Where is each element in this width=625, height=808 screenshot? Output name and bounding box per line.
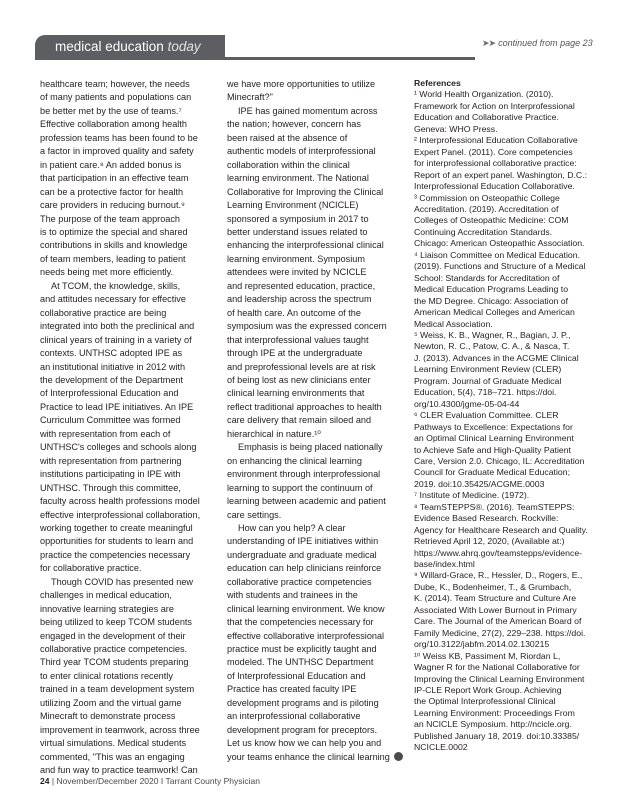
reference-line: the Optimal Interprofessional Clinical (414, 696, 556, 707)
text-line: an interprofessional collaborative (227, 711, 361, 722)
text-line: and preprofessional levels are at risk (227, 361, 376, 372)
reference-line: ⁴ Liaison Committee on Medical Education. (414, 249, 580, 260)
text-line: education can help clinicians reinforce (227, 563, 382, 574)
text-line: collaborative practice are being (40, 307, 167, 318)
text-line: The purpose of the team approach (40, 213, 181, 224)
continued-text: continued from page 23 (498, 38, 593, 48)
text-line: Curriculum Committee was formed (40, 415, 181, 426)
reference-line: Associated With Lower Burnout in Primary (414, 604, 577, 615)
text-line: the nation; however, concern has (227, 119, 361, 130)
banner-rule (35, 57, 475, 60)
reference-line: J. (2013). Advances in the ACGME Clinical (414, 352, 579, 363)
text-line: UNTHSC's colleges and schools along (40, 442, 197, 453)
reference-line: to Achieve Safe and High-Quality Patient (414, 444, 571, 455)
text-line: attendees were invited by NCICLE (227, 267, 367, 278)
section-title-magazine: medical education (55, 39, 164, 54)
text-line: enhancing the interprofessional clinical (227, 240, 384, 251)
reference-line: Chicago: American Osteopathic Association. (414, 238, 585, 249)
text-line: can be a protective factor for health (40, 186, 184, 197)
text-line: of team members, leading to patient (40, 253, 186, 264)
text-line: healthcare team; however, the needs (40, 79, 190, 89)
reference-line: Medical Association. (414, 318, 493, 329)
text-line: with representation from partnering (40, 455, 182, 466)
reference-line: Medical Education Programs Leading to (414, 284, 569, 295)
text-line: integrated into both the preclinical and (40, 321, 195, 332)
reference-line: Newton, R. C., Patow, C. A., & Nasca, T. (414, 341, 570, 352)
text-line: to enter clinical rotations recently (40, 670, 173, 681)
text-line: clinical learning environments that (227, 388, 365, 399)
text-line: that participation in an effective team (40, 173, 189, 184)
column-1 (40, 78, 222, 778)
reference-line: an NCICLE Symposium. http://ncicle.org. (414, 719, 572, 730)
reference-line: ¹ World Health Organization. (2010). (414, 89, 554, 100)
reference-line: Framework for Action on Interprofessional (414, 100, 575, 111)
text-line: engaged in the development of their (40, 630, 186, 641)
publication-name: Tarrant County Physician (165, 776, 260, 786)
text-line: learning to support the continuum of (227, 482, 373, 493)
text-line: through IPE at the undergraduate (227, 348, 363, 359)
double-arrow-icon: ➤➤ (482, 38, 496, 48)
reference-line: for interprofessional collaborative practice: (414, 158, 577, 169)
text-line: trained in a team development system (40, 684, 195, 695)
reference-line: Pathways to Excellence: Expectations for (414, 421, 573, 432)
reference-line: (2019). Functions and Structure of a Medical (414, 261, 586, 272)
reference-line: Continuing Accreditation Standards. (414, 226, 553, 237)
references-column (414, 78, 600, 754)
text-line: Let us know how we can help you and (227, 738, 382, 749)
reference-line: Geneva: WHO Press. (414, 123, 498, 134)
section-title (55, 37, 201, 56)
text-line: Emphasis is being placed nationally (238, 442, 383, 453)
text-line: effective collaborative interprofessional (227, 630, 385, 641)
text-line: needs being met more efficiently. (40, 267, 174, 278)
text-line: that interprofessional values taught (227, 334, 369, 345)
text-line: care delivery that remain siloed and (227, 415, 372, 426)
text-line: undergraduate and graduate medical (227, 549, 377, 560)
text-line: virtual simulations. Medical students (40, 738, 187, 749)
text-line: of Interprofessional Education and (227, 670, 366, 681)
reference-line: Education, 5(4), 718–721. https://doi. (414, 387, 557, 398)
text-line (227, 751, 414, 764)
text-line: Practice to lead IPE initiatives. An IPE (40, 401, 194, 412)
text-line: sponsored a symposium in 2017 to (227, 213, 369, 224)
text-line: innovative learning strategies are (40, 603, 174, 614)
text-line: with students and trainees in the (227, 590, 358, 601)
reference-line: Improving the Clinical Learning Environment (414, 673, 585, 684)
text-line: Learning Environment (NCICLE) (227, 200, 359, 211)
reference-line: base/index.html (414, 559, 475, 570)
text-line: improvement in teamwork, across three (40, 724, 200, 735)
text-line: we have more opportunities to utilize (227, 79, 376, 89)
column-2 (227, 78, 414, 764)
text-line: in patient care.⁸ An added bonus is (40, 159, 182, 170)
reference-line: ⁶ CLER Evaluation Committee. CLER (414, 410, 559, 421)
text-line: profession teams has been found to be (40, 132, 198, 143)
text-line: Minecraft?" (227, 92, 273, 103)
continued-note (482, 38, 593, 49)
reference-line: the MD Degree. Chicago: Association of (414, 295, 569, 306)
reference-line: Education and Collaborative Practice. (414, 112, 559, 123)
text-line: commented, "This was an engaging (40, 751, 185, 762)
text-line: effective interprofessional collaboration, (40, 509, 201, 520)
text-line: reflect traditional approaches to health (227, 401, 382, 412)
text-line: development programs and is piloting (227, 697, 379, 708)
reference-line: Program. Journal of Graduate Medical (414, 375, 562, 386)
reference-line: Learning Environment Review (CLER) (414, 364, 562, 375)
page-footer (40, 775, 260, 787)
text-line: learning environment. Symposium (227, 253, 365, 264)
text-line: challenges in medical education, (40, 590, 172, 601)
reference-line: American Medical Colleges and American (414, 307, 575, 318)
section-title-today: today (167, 39, 201, 54)
footer-separator: | (51, 776, 55, 786)
text-line: practice must be explicitly taught and (227, 644, 377, 655)
text-line: hierarchical in nature.¹⁰ (227, 428, 321, 439)
text-line: of being lost as new clinicians enter (227, 374, 371, 385)
text-line: IPE has gained momentum across (238, 105, 378, 116)
text-line: be better met by the use of teams.⁷ (40, 105, 182, 116)
reference-line: Report of an expert panel. Washington, D.C.: (414, 169, 588, 180)
text-line: being utilized to keep TCOM students (40, 617, 192, 628)
reference-line: ² Interprofessional Education Collaborative (414, 135, 578, 146)
text-line: faculty across health professions model (40, 496, 200, 507)
reference-line: https://www.ahrq.gov/teamstepps/evidence- (414, 547, 583, 558)
reference-line: ¹⁰ Weiss KB, Passiment M, Riordan L, (414, 650, 561, 661)
text-line: utilizing Zoom and the virtual game (40, 697, 182, 708)
text-line: development program for preceptors. (227, 724, 378, 735)
text-line: an institutional initiative in 2012 with (40, 361, 186, 372)
text-line-end: your teams enhance the clinical learning (227, 751, 390, 762)
text-line: clinical learning environment. We know (227, 603, 385, 614)
reference-line: Family Medicine, 27(2), 229–238. https://doi. (414, 627, 586, 638)
text-line: Though COVID has presented new (51, 576, 194, 587)
text-line: environment through interprofessional (227, 469, 381, 480)
text-line: is to optimize the special and shared (40, 226, 188, 237)
reference-line: ³ Commission on Osteopathic College (414, 192, 560, 203)
text-line: Minecraft to demonstrate process (40, 711, 176, 722)
reference-line: IP-CLE Report Work Group. Achieving (414, 685, 562, 696)
text-line: clinical years of training in a variety of (40, 334, 192, 345)
text-line: UNTHSC. Through this committee, (40, 482, 181, 493)
text-line: Effective collaboration among health (40, 119, 187, 130)
text-line: Third year TCOM students preparing (40, 657, 189, 668)
reference-line: Dube, K., Bodenheimer, T., & Grumbach, (414, 581, 572, 592)
reference-line: Evidence Based Research. Rockville: (414, 513, 559, 524)
reference-line: K. (2014). Team Structure and Culture Are (414, 593, 577, 604)
text-line: with representation from each of (40, 428, 171, 439)
text-line: and fun way to practice teamwork! Can (40, 765, 198, 776)
reference-line: Care. The Journal of the American Board of (414, 616, 582, 627)
reference-line: org/10.4300/jgme-05-04-44 (414, 398, 520, 409)
text-line: and leadership across the spectrum (227, 294, 372, 305)
text-line: collaboration within the clinical (227, 159, 350, 170)
reference-line: Interprofessional Education Collaborative. (414, 181, 575, 192)
text-line: that the competencies necessary for (227, 617, 374, 628)
text-line: contributions in skills and knowledge (40, 240, 188, 251)
footer-separator: I (160, 776, 164, 786)
reference-line: ⁷ Institute of Medicine. (1972). (414, 490, 530, 501)
reference-line: School: Standards for Accreditation of (414, 272, 560, 283)
text-line: institutions participating in IPE with (40, 469, 181, 480)
text-line: authentic models of interprofessional (227, 146, 376, 157)
reference-line: NCICLE.0002 (414, 742, 468, 753)
text-line: Collaborative for Improving the Clinical (227, 186, 384, 197)
reference-line: ⁵ Weiss, K. B., Wagner, R., Bagian, J. P., (414, 329, 571, 340)
text-line: contexts. UNTHSC adopted IPE as (40, 348, 183, 359)
text-line: on enhancing the clinical learning (227, 455, 362, 466)
text-line: collaborative practice competencies. (40, 644, 188, 655)
reference-line: Published January 18, 2019. doi:10.33385/ (414, 730, 580, 741)
text-line: for collaborative practice. (40, 563, 142, 574)
text-line: learning between academic and patient (227, 496, 386, 507)
text-line: How can you help? A clear (238, 522, 346, 533)
text-line: understanding of IPE initiatives within (227, 536, 379, 547)
text-line: been raised at the absence of (227, 132, 348, 143)
text-line: the development of the Department (40, 374, 184, 385)
text-line: opportunities for students to learn and (40, 536, 194, 547)
globe-icon (394, 752, 403, 761)
text-line: and attitudes necessary for effective (40, 294, 186, 305)
text-line: care settings. (227, 509, 282, 520)
reference-line: Agency for Healthcare Research and Quality. (414, 524, 588, 535)
text-line: At TCOM, the knowledge, skills, (51, 280, 181, 291)
text-line: of many patients and populations can (40, 92, 192, 103)
text-line: modeled. The UNTHSC Department (227, 657, 374, 668)
reference-line: Colleges of Osteopathic Medicine: COM (414, 215, 569, 226)
text-line: practice the competencies necessary (40, 549, 191, 560)
reference-line: Council for Graduate Medical Education; (414, 467, 570, 478)
references-heading: References (414, 78, 461, 88)
text-line: collaborative practice competencies (227, 576, 372, 587)
text-line: working together to create meaningful (40, 522, 193, 533)
text-line: symposium was the expressed concern (227, 321, 387, 332)
page-number: 24 (40, 776, 50, 786)
reference-line: Learning Environment: Proceedings From (414, 707, 575, 718)
issue-date: November/December 2020 (56, 776, 159, 786)
text-line: of health care. An outcome of the (227, 307, 361, 318)
reference-line: Accreditation. (2019). Accreditation of (414, 203, 559, 214)
text-line: and represented education, practice, (227, 280, 376, 291)
text-line: care providers in reducing burnout.⁹ (40, 200, 185, 211)
reference-line: Care, Version 2.0. Chicago, IL: Accreditation (414, 455, 585, 466)
reference-line: Retrieved April 12, 2020, (Available at:) (414, 536, 565, 547)
reference-line: an Optimal Clinical Learning Environment (414, 433, 574, 444)
text-line: learning environment. The National (227, 173, 369, 184)
text-line: a factor in improved quality and safety (40, 146, 194, 157)
reference-line: Expert Panel. (2011). Core competencies (414, 146, 573, 157)
text-line: better understand issues related to (227, 226, 368, 237)
reference-line: 2019. doi:10.35425/ACGME.0003 (414, 478, 545, 489)
reference-line: org/10.3122/jabfm.2014.02.130215 (414, 639, 550, 650)
reference-line: ⁹ Willard-Grace, R., Hessler, D., Rogers, E., (414, 570, 583, 581)
reference-line: ⁸ TeamSTEPPS®. (2016). TeamSTEPPS: (414, 501, 575, 512)
reference-line: Wagner R for the National Collaborative for (414, 662, 580, 673)
text-line: of Interprofessional Education and (40, 388, 179, 399)
text-line: Practice has created faculty IPE (227, 684, 357, 695)
